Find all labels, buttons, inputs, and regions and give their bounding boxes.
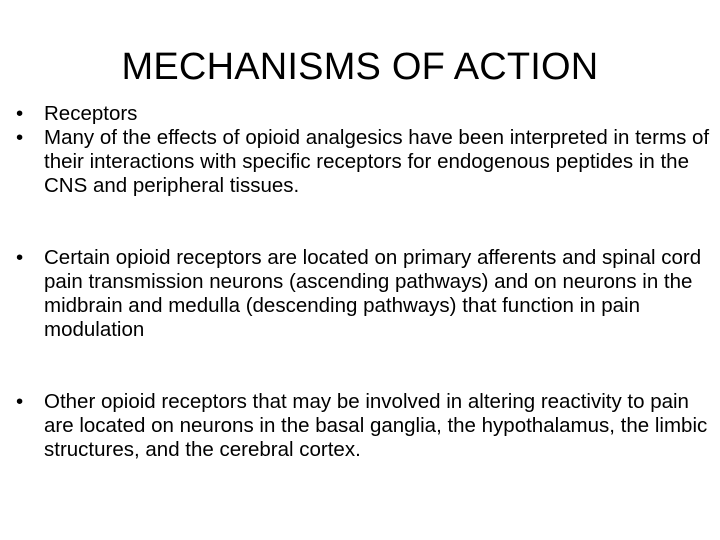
bullet-marker: •	[16, 246, 24, 269]
bullet-text: Receptors	[44, 102, 138, 125]
bullet-marker: •	[16, 126, 24, 149]
slide-title: MECHANISMS OF ACTION	[121, 46, 599, 88]
bullet-text: Many of the effects of opioid analgesics have been interpreted in terms of their interactions with specific receptors for endogenous peptides in the CNS and peripheral tissues.	[44, 126, 710, 197]
bullet-marker: •	[16, 390, 24, 413]
bullet-marker: •	[16, 102, 24, 125]
bullet-text: Certain opioid receptors are located on primary afferents and spinal cord pain transmission neurons (ascending pathways) and on neurons in the midbrain and medulla (descending pathways) that function in pain modulation	[44, 246, 702, 341]
bullet-list	[16, 102, 712, 462]
bullet-item	[16, 390, 712, 462]
bullet-item	[16, 126, 712, 198]
bullet-text: Other opioid receptors that may be involved in altering reactivity to pain are located on neurons in the basal ganglia, the hypothalamus, the limbic structures, and the cerebral cortex.	[44, 390, 708, 461]
bullet-item	[16, 246, 712, 342]
bullet-item	[16, 102, 712, 126]
